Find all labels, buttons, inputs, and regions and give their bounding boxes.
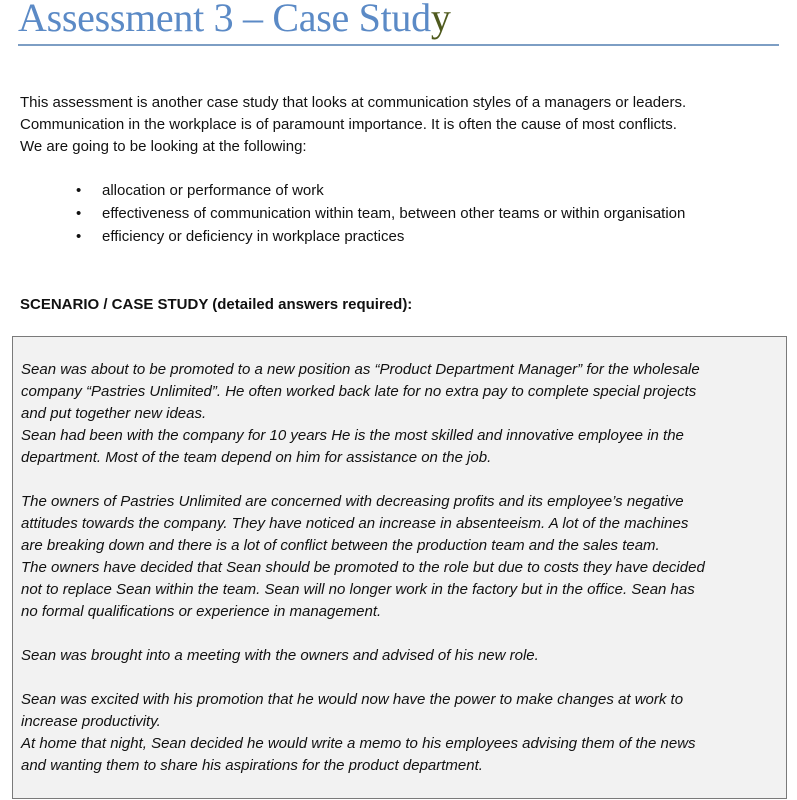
bullet-dot: • [76,205,82,222]
scenario-line: department. Most of the team depend on him for assistance on the job. [21,449,492,466]
scenario-line: attitudes towards the company. They have noticed an increase in absenteeism. A lot of the machines [21,515,689,532]
bullet-item: effectiveness of communication within team, between other teams or within organisation [102,205,686,222]
scenario-line: Sean was excited with his promotion that he would now have the power to make changes at work to [21,691,684,708]
title-rule [18,44,779,46]
scenario-line: no formal qualifications or experience in management. [21,603,382,620]
scenario-line: At home that night, Sean decided he would write a memo to his employees advising them of the news [21,735,696,752]
scenario-line: Sean was about to be promoted to a new position as “Product Department Manager” for the wholesale [21,361,700,378]
title-main: Assessment 3 – Case Stud [18,0,431,40]
bullet-dot: • [76,228,82,245]
scenario-line: not to replace Sean within the team. Sean will no longer work in the factory but in the office. Sean has [21,581,695,598]
scenario-line: and put together new ideas. [21,405,207,422]
scenario-line: are breaking down and there is a lot of conflict between the production team and the sales team. [21,537,660,554]
scenario-line: The owners have decided that Sean should be promoted to the role but due to costs they have decided [21,559,705,576]
intro-line: We are going to be looking at the following: [20,138,307,155]
scenario-line: increase productivity. [21,713,161,730]
page-title [18,0,451,41]
scenario-line: Sean was brought into a meeting with the owners and advised of his new role. [21,647,539,664]
bullet-dot: • [76,182,82,199]
bullet-item: allocation or performance of work [102,182,324,199]
intro-line: This assessment is another case study that looks at communication styles of a managers or leaders. [20,94,687,111]
scenario-heading: SCENARIO / CASE STUDY (detailed answers required): [20,296,413,313]
bullet-item: efficiency or deficiency in workplace practices [102,228,405,245]
scenario-line: company “Pastries Unlimited”. He often worked back late for no extra pay to complete special projects [21,383,697,400]
scenario-line: The owners of Pastries Unlimited are concerned with decreasing profits and its employee’s negative [21,493,684,510]
scenario-box [12,336,787,799]
intro-line: Communication in the workplace is of paramount importance. It is often the cause of most conflicts. [20,116,677,133]
scenario-line: Sean had been with the company for 10 years He is the most skilled and innovative employee in the [21,427,684,444]
title-last-letter: y [430,0,451,40]
scenario-line: and wanting them to share his aspirations for the product department. [21,757,483,774]
